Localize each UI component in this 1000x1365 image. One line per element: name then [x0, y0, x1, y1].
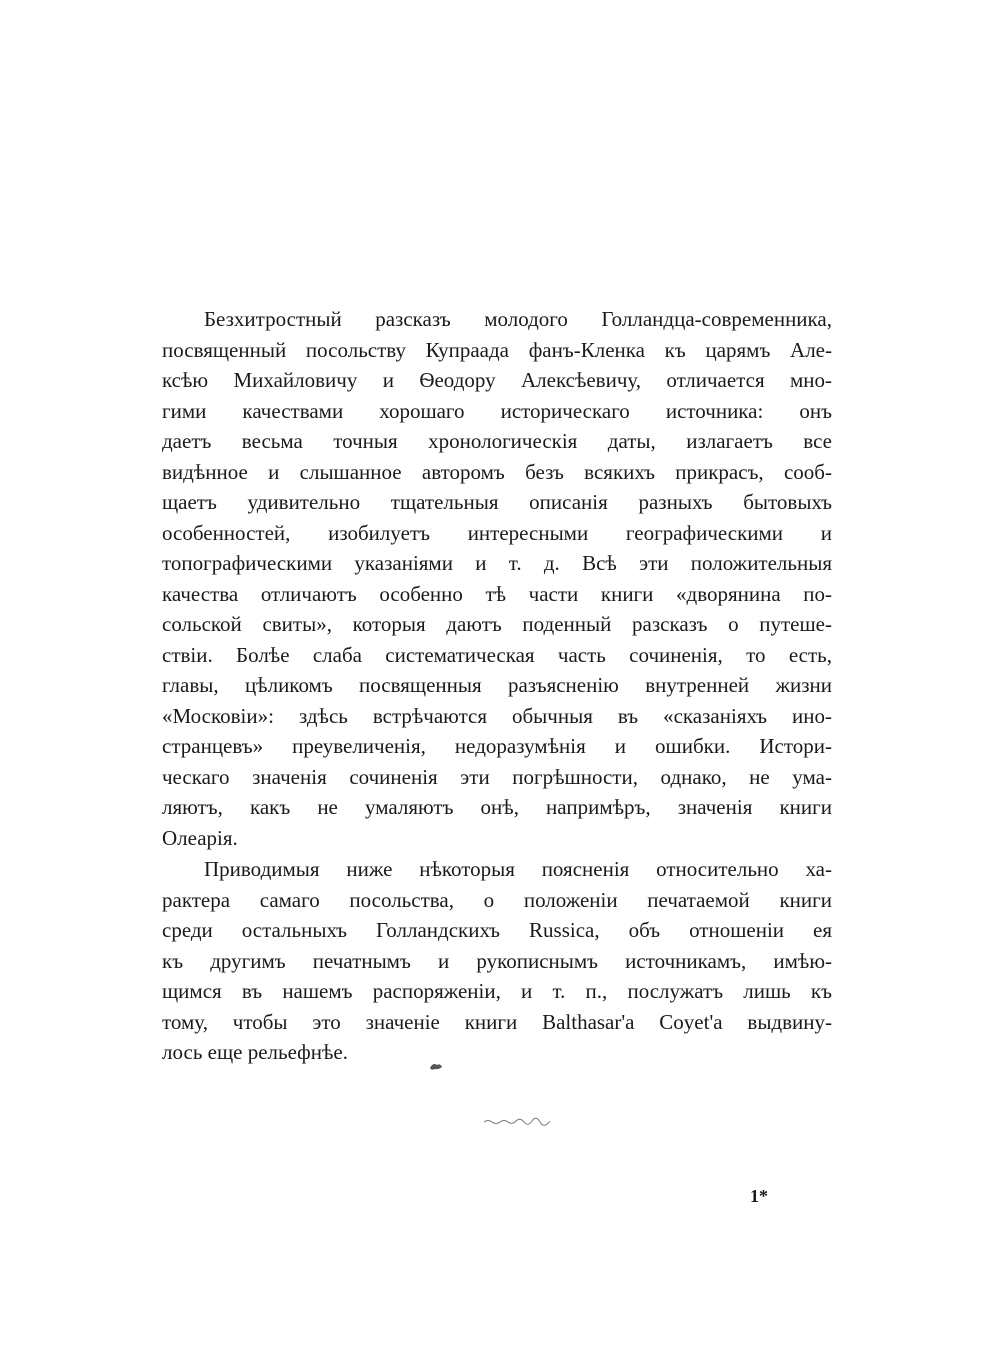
- paragraph-2: [162, 854, 832, 1068]
- text-line: странцевъ» преувеличенія, недоразумѣнія и ошибки. Истори-: [162, 734, 832, 758]
- text-line: видѣнное и слышанное авторомъ безъ всякихъ прикрасъ, сооб-: [162, 459, 832, 484]
- decorative-divider-icon: [482, 1116, 552, 1126]
- text-line: ксѣю Михайловичу и Ѳеодору Алексѣевичу, отличается мно-: [162, 368, 832, 392]
- page-number: 1*: [750, 1186, 768, 1206]
- text-line: качества отличаютъ особенно тѣ части книги «дворянина по-: [162, 581, 832, 606]
- text-line: къ другимъ печатнымъ и рукописнымъ источникамъ, имѣю-: [162, 948, 832, 973]
- text-line: лось еще рельефнѣе.: [162, 1040, 348, 1064]
- paragraph-1: [162, 304, 832, 853]
- text-line: Безхитростный разсказъ молодого Голландца-современника,: [204, 307, 832, 331]
- text-line: даетъ весьма точныя хронологическія даты, излагаетъ все: [162, 429, 832, 453]
- text-line: ляютъ, какъ не умаляютъ онѣ, напримѣръ, значенія книги: [162, 795, 832, 819]
- text-line: топографическими указаніями и т. д. Всѣ эти положительныя: [162, 551, 832, 575]
- text-line: щаетъ удивительно тщательныя описанія разныхъ бытовыхъ: [162, 490, 832, 514]
- text-line: Приводимыя ниже нѣкоторыя поясненія относительно ха-: [204, 857, 832, 881]
- text-line: Олеарія.: [162, 825, 238, 850]
- text-line: гими качествами хорошаго историческаго источника: онъ: [162, 398, 832, 423]
- text-line: главы, цѣликомъ посвященныя разъясненію внутренней жизни: [162, 673, 832, 697]
- text-line: «Московіи»: здѣсь встрѣчаются обычныя въ «сказаніяхъ ино-: [162, 703, 832, 728]
- text-line: особенностей, изобилуетъ интересными географическими и: [162, 520, 832, 545]
- ink-blot-icon: [428, 1060, 444, 1072]
- text-line: посвященный посольству Купраада фанъ-Кленка къ царямъ Але-: [162, 337, 832, 362]
- text-line: среди остальныхъ Голландскихъ Russica, объ отношеніи ея: [162, 918, 832, 942]
- text-line: тому, чтобы это значеніе книги Balthasar'a Coyet'a выдвину-: [162, 1009, 832, 1034]
- text-line: сольской свиты», которыя даютъ поденный разсказъ о путеше-: [162, 612, 832, 636]
- text-line: ствіи. Болѣе слаба систематическая часть сочиненія, то есть,: [162, 642, 832, 667]
- text-line: рактера самаго посольства, о положеніи печатаемой книги: [162, 887, 832, 912]
- text-line: щимся въ нашемъ распоряженіи, и т. п., послужатъ лишь къ: [162, 979, 832, 1003]
- text-line: ческаго значенія сочиненія эти погрѣшности, однако, не ума-: [162, 764, 832, 789]
